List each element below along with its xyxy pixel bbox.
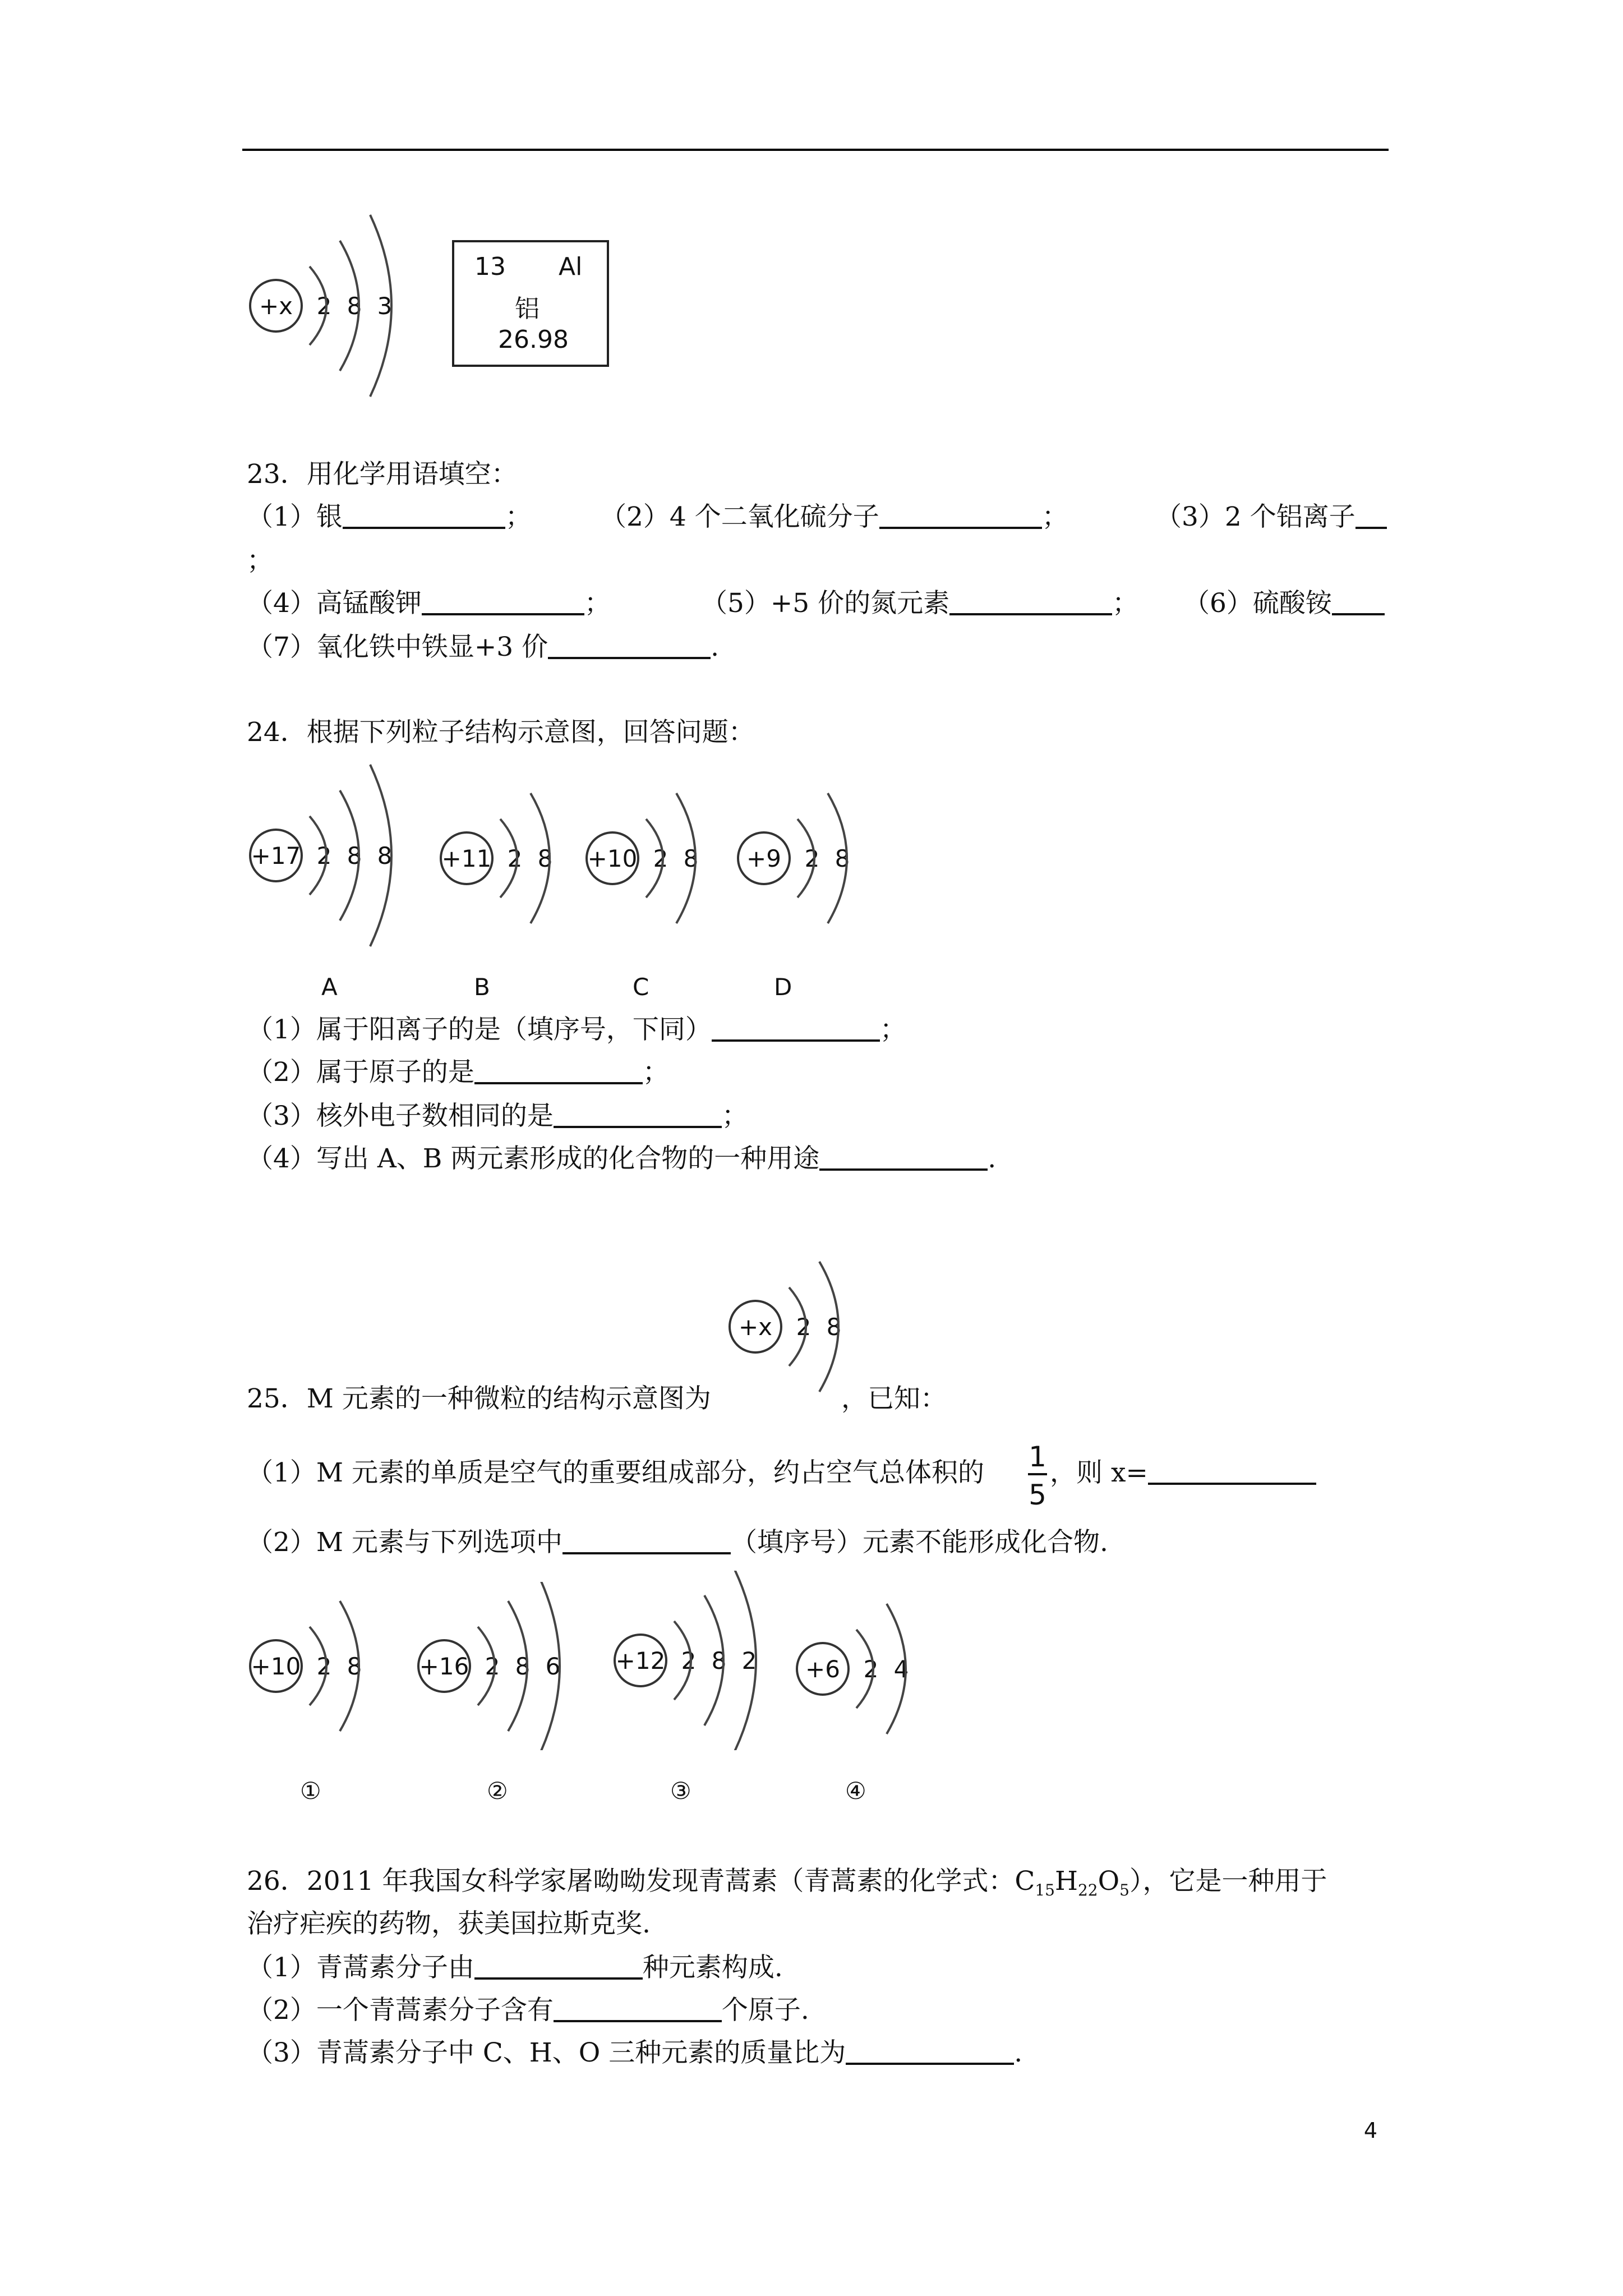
q24-item1 <box>247 1016 906 1043</box>
shell-electron-count: 2 <box>485 1653 500 1680</box>
q26-line1-text: 26．2011 年我国女科学家屠呦呦发现青蒿素（青蒿素的化学式：C <box>247 1866 1035 1897</box>
answer-blank[interactable] <box>949 591 1112 615</box>
q26-item2 <box>247 1995 809 2026</box>
answer-blank[interactable] <box>1355 504 1387 529</box>
q24-title: 24．根据下列粒子结构示意图，回答问题： <box>247 717 755 748</box>
q25-item2-end: （填序号）元素不能形成化合物. <box>730 1527 1108 1558</box>
option-label-1: ① <box>300 1777 321 1805</box>
element-name: 铝 <box>515 295 540 323</box>
q23-wrap: ； <box>247 545 273 576</box>
atom-diagram-option-1 <box>247 1582 381 1750</box>
shell-electron-count: 2 <box>741 1647 757 1674</box>
q23-item2-end: ； <box>1041 501 1068 532</box>
q23-item2-text: （2）4 个二氧化硫分子 <box>600 501 879 532</box>
q26-item1 <box>247 1954 783 1981</box>
nucleus-charge: +10 <box>587 845 638 872</box>
q24-item1-end: ； <box>879 1014 906 1045</box>
shell-electron-count: 8 <box>515 1653 531 1680</box>
shell-electron-count: 2 <box>653 845 668 872</box>
atom-diagram-option-2 <box>415 1582 583 1750</box>
q25-stem-text: 25．M 元素的一种微粒的结构示意图为 <box>247 1383 711 1414</box>
nucleus-charge: +x <box>259 292 293 320</box>
formula-subscript: 15 <box>1035 1881 1055 1899</box>
q26-item3-end: . <box>1014 2037 1023 2068</box>
q25-item1: （1）M 元素的单质是空气的重要组成部分，约占空气总体积的 <box>247 1457 984 1488</box>
q24-item2-end: ； <box>642 1057 669 1088</box>
answer-blank[interactable] <box>1332 591 1385 615</box>
shell-electron-count: 8 <box>377 842 393 869</box>
answer-blank[interactable] <box>819 1146 988 1171</box>
q23-item6 <box>1183 588 1385 619</box>
nucleus-charge: +17 <box>251 842 301 869</box>
shell-electron-count: 8 <box>347 1653 362 1680</box>
q26-line2: 治疗疟疾的药物，获美国拉斯克奖. <box>247 1908 651 1939</box>
q23-item2 <box>600 501 1068 532</box>
q26-line1 <box>247 1868 1327 1898</box>
q25-item2-text: （2）M 元素与下列选项中 <box>247 1527 562 1558</box>
q24-item4-text: （4）写出 A、B 两元素形成的化合物的一种用途 <box>247 1143 820 1174</box>
answer-blank[interactable] <box>712 1017 880 1042</box>
formula-element: O <box>1098 1866 1120 1897</box>
q25-item1-b <box>1050 1457 1316 1488</box>
q24-item3 <box>247 1103 748 1129</box>
q25-stem-end: ，已知： <box>841 1383 947 1414</box>
shell-electron-count: 2 <box>316 1653 332 1680</box>
answer-blank[interactable] <box>846 2040 1014 2065</box>
formula-element: H <box>1054 1866 1078 1897</box>
atomic-mass: 26.98 <box>498 325 569 354</box>
nucleus-charge: +9 <box>746 845 781 872</box>
q25-item1-b-text: ，则 x= <box>1050 1457 1148 1488</box>
shell-electron-count: 2 <box>863 1655 879 1683</box>
element-card <box>452 240 609 367</box>
q24-item4 <box>247 1145 996 1172</box>
nucleus-charge: +12 <box>615 1647 666 1674</box>
diagram-label-C: C <box>633 973 649 1001</box>
q23-item1-text: （1）银 <box>247 501 343 532</box>
shell-electron-count: 8 <box>711 1647 727 1674</box>
answer-blank[interactable] <box>562 1530 731 1554</box>
answer-blank[interactable] <box>548 634 711 659</box>
diagram-label-D: D <box>774 973 792 1001</box>
q25-stem <box>247 1383 711 1414</box>
q23-item1 <box>247 501 532 532</box>
q26-line1-end: ），它是一种用于 <box>1129 1866 1327 1897</box>
page-number: 4 <box>1363 2118 1377 2143</box>
q23-item7-text: （7）氧化铁中铁显+3 价 <box>247 632 548 662</box>
q23-item3 <box>1155 501 1387 532</box>
atom-diagram-D <box>735 774 880 942</box>
q23-item7 <box>247 634 719 660</box>
q25-item2 <box>247 1529 1108 1556</box>
q24-item3-end: ； <box>721 1101 748 1131</box>
answer-blank[interactable] <box>474 1955 643 1980</box>
shell-electron-count: 2 <box>804 845 820 872</box>
atom-diagram-A <box>247 763 415 948</box>
shell-electron-count: 8 <box>834 845 850 872</box>
option-label-4: ④ <box>845 1777 866 1805</box>
atom-diagram-C <box>583 774 729 942</box>
shell-electron-count: 8 <box>537 845 553 872</box>
atom-diagram-top <box>247 213 415 398</box>
shell-electron-count: 2 <box>507 845 523 872</box>
atom-diagram-B <box>437 774 583 942</box>
diagram-label-B: B <box>474 973 490 1001</box>
answer-blank[interactable] <box>474 1060 643 1084</box>
q24-item4-end: . <box>988 1143 997 1174</box>
atomic-number: 13 <box>474 252 506 281</box>
nucleus-charge: +6 <box>805 1655 840 1683</box>
shell-electron-count: 8 <box>347 292 362 320</box>
shell-electron-count: 6 <box>545 1653 561 1680</box>
q23-item4-end: ； <box>584 588 611 619</box>
shell-electron-count: 8 <box>347 842 362 869</box>
fraction-numerator: 1 <box>1029 1441 1046 1473</box>
nucleus-charge: +10 <box>251 1653 301 1680</box>
shell-electron-count: 2 <box>316 292 332 320</box>
q23-item7-end: . <box>711 632 720 662</box>
nucleus-charge: +x <box>738 1313 773 1341</box>
q24-item2-text: （2）属于原子的是 <box>247 1057 474 1088</box>
q26-item2-end: 个原子. <box>721 1995 809 2026</box>
q26-item2-text: （2）一个青蒿素分子含有 <box>247 1995 554 2026</box>
q23-item3-text: （3）2 个铝离子 <box>1155 501 1355 532</box>
answer-blank[interactable] <box>1148 1460 1316 1485</box>
shell-electron-count: 3 <box>377 292 393 320</box>
q23-title: 23．用化学用语填空： <box>247 459 518 490</box>
formula-subscript: 5 <box>1119 1881 1129 1899</box>
option-label-3: ③ <box>670 1777 691 1805</box>
q23-item4 <box>247 588 611 619</box>
shell-electron-count: 2 <box>316 842 332 869</box>
q24-item1-text: （1）属于阳离子的是（填序号，下同） <box>247 1014 712 1045</box>
q23-item1-end: ； <box>505 501 532 532</box>
header-rule <box>242 149 1389 151</box>
answer-blank[interactable] <box>554 1103 722 1128</box>
shell-electron-count: 4 <box>893 1655 909 1683</box>
q23-item5 <box>701 588 1139 619</box>
fraction-denominator: 5 <box>1029 1479 1046 1511</box>
answer-blank[interactable] <box>422 591 584 615</box>
nucleus-charge: +11 <box>441 845 492 872</box>
q26-item1-text: （1）青蒿素分子由 <box>247 1952 474 1983</box>
nucleus-charge: +16 <box>419 1653 469 1680</box>
q23-item4-text: （4）高锰酸钾 <box>247 588 422 619</box>
q24-item2 <box>247 1057 669 1088</box>
element-symbol: Al <box>559 252 583 281</box>
formula-subscript: 22 <box>1077 1881 1098 1899</box>
answer-blank[interactable] <box>554 1998 722 2022</box>
q26-item3 <box>247 2037 1023 2068</box>
q23-item5-end: ； <box>1112 588 1139 619</box>
atom-diagram-option-4 <box>794 1588 928 1750</box>
fraction-bar <box>1028 1473 1047 1475</box>
q23-item5-text: （5）+5 价的氮元素 <box>701 588 950 619</box>
answer-blank[interactable] <box>879 504 1042 529</box>
atom-diagram-option-3 <box>611 1571 780 1750</box>
q26-item3-text: （3）青蒿素分子中 C、H、O 三种元素的质量比为 <box>247 2037 846 2068</box>
option-label-2: ② <box>487 1777 508 1805</box>
diagram-label-A: A <box>321 973 338 1001</box>
shell-electron-count: 2 <box>681 1647 697 1674</box>
shell-electron-count: 8 <box>683 845 699 872</box>
q24-item3-text: （3）核外电子数相同的是 <box>247 1101 554 1131</box>
q26-item1-end: 种元素构成. <box>642 1952 783 1983</box>
shell-electron-count: 8 <box>826 1313 842 1341</box>
shell-electron-count: 2 <box>796 1313 811 1341</box>
q23-item6-text: （6）硫酸铵 <box>1183 588 1332 619</box>
answer-blank[interactable] <box>343 504 505 529</box>
